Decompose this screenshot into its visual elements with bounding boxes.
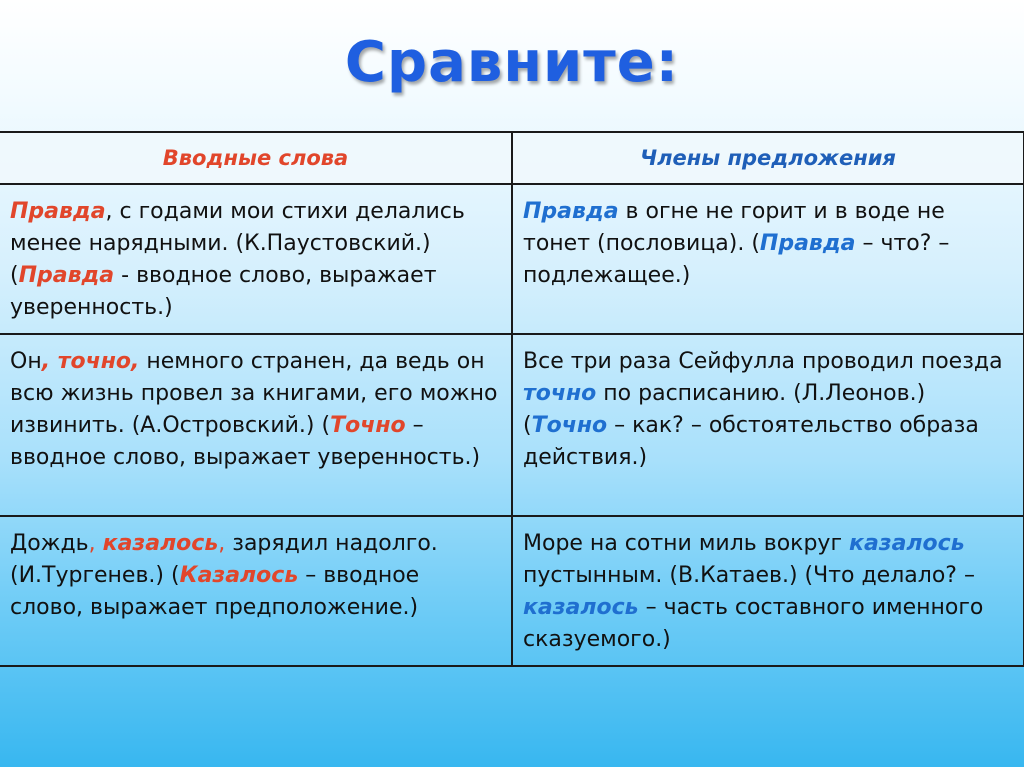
keyword: Правда [18, 263, 115, 288]
cell-text: Все три раза Сейфулла проводил поезда [523, 349, 1003, 374]
keyword: Правда [10, 199, 106, 224]
cell-text: по расписанию. (Л.Леонов.) ( [523, 381, 926, 438]
keyword: казалось [849, 531, 965, 556]
comma: , [88, 531, 103, 556]
cell-text: – часть составного именного сказуемого.) [523, 595, 984, 652]
comma: , [218, 531, 226, 556]
cell-text: Море на сотни миль вокруг [523, 531, 850, 556]
keyword: Правда [523, 199, 619, 224]
keyword: казалось [102, 531, 219, 556]
cell-member-tochno [512, 334, 1024, 516]
cell-text: зарядил надолго. (И.Тургенев.) ( [10, 531, 438, 588]
cell-text: , с годами мои стихи делались менее нарядными. (К.Паустовский.) ( [10, 199, 465, 288]
column-header-sentence-members: Члены предложения [512, 132, 1024, 184]
cell-member-kazalos [512, 516, 1024, 666]
keyword: казалось [523, 595, 639, 620]
cell-text: – вводное слово, выражает уверенность.) [10, 413, 481, 470]
table-row [0, 334, 1024, 516]
column-header-introductory-words: Вводные слова [0, 132, 512, 184]
slide-title: Сравните: [344, 30, 680, 95]
keyword: Правда [759, 231, 856, 256]
keyword: Казалось [179, 563, 299, 588]
table-row [0, 184, 1024, 334]
cell-introductory-pravda [0, 184, 512, 334]
keyword: точно [523, 381, 597, 406]
comparison-table [0, 131, 1024, 667]
cell-introductory-kazalos [0, 516, 512, 666]
cell-text: в огне не горит и в воде не тонет (пословица). ( [523, 199, 945, 256]
cell-text: немного странен, да ведь он всю жизнь провел за книгами, его можно извинить. (А.Островский.) ( [10, 349, 498, 438]
cell-text: – как? – обстоятельство образа действия.) [523, 413, 979, 470]
cell-text: Дождь [10, 531, 89, 556]
cell-text: – вводное слово, выражает предположение.) [10, 563, 420, 620]
cell-text: - вводное слово, выражает уверенность.) [10, 263, 437, 320]
keyword: , точно, [41, 349, 140, 374]
cell-member-pravda [512, 184, 1024, 334]
cell-text: – что? – подлежащее.) [523, 231, 950, 288]
cell-introductory-tochno [0, 334, 512, 516]
keyword: Точно [531, 413, 608, 438]
keyword: Точно [330, 413, 406, 438]
table-row [0, 516, 1024, 666]
cell-text: Он [10, 349, 42, 374]
cell-text: пустынным. (В.Катаев.) (Что делало? – [523, 563, 975, 588]
table-header-row [0, 132, 1024, 184]
